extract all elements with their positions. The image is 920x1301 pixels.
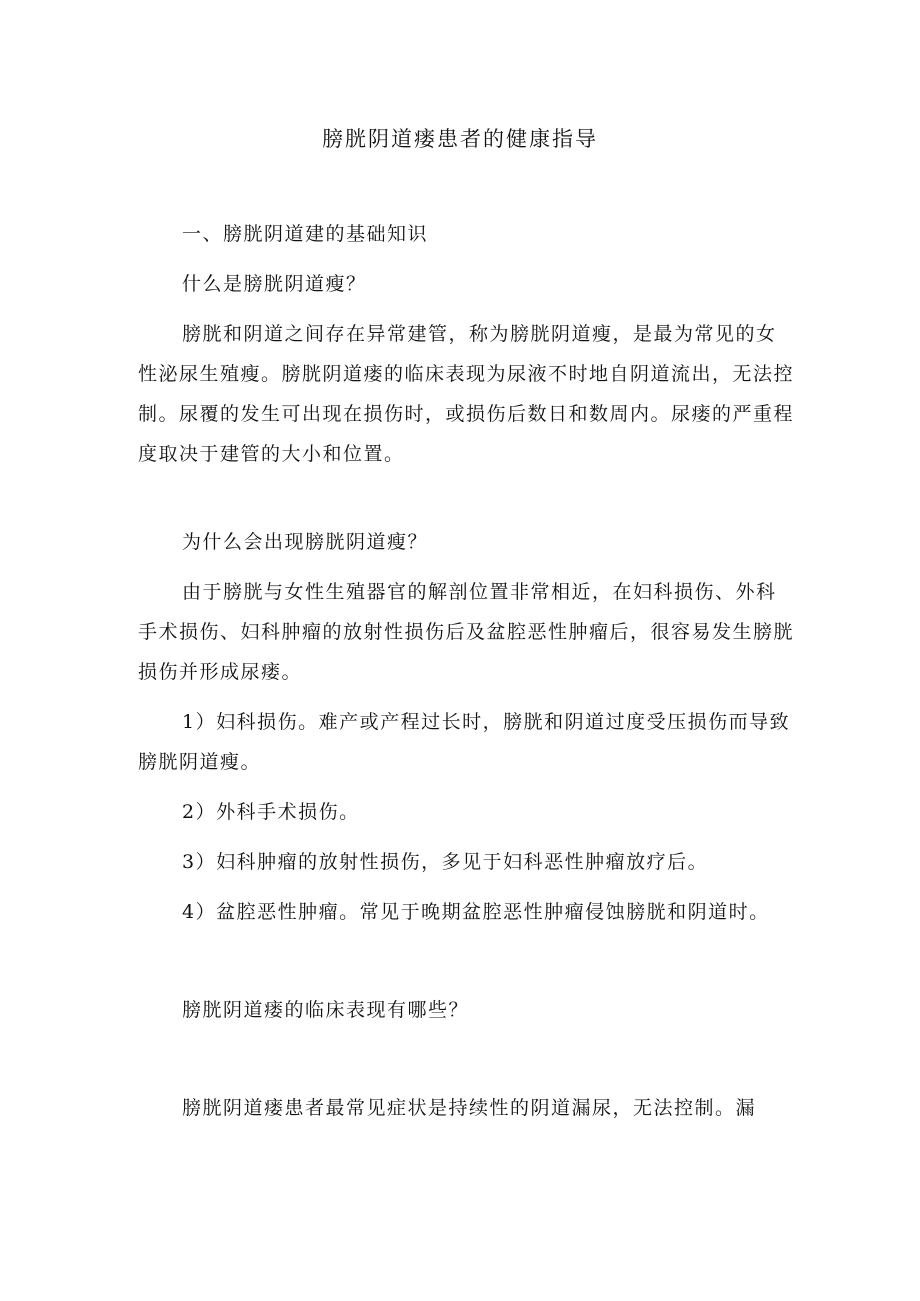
list-item: 3）妇科肿瘤的放射性损伤，多见于妇科恶性肿瘤放疗后。 xyxy=(182,851,709,873)
section-heading: 一、膀胱阴道建的基础知识 xyxy=(182,223,429,245)
list-item: 4）盆腔恶性肿瘤。常见于晚期盆腔恶性肿瘤侵蚀膀胱和阴道时。 xyxy=(182,901,770,923)
question-heading: 膀胱阴道瘘的临床表现有哪些？ xyxy=(182,999,470,1021)
document-title: 膀胱阴道瘘患者的健康指导 xyxy=(322,127,598,151)
list-item: 1）妇科损伤。难产或产程过长时，膀胱和阴道过度受压损伤而导致膀胱阴道瘦。 xyxy=(138,711,791,773)
question-heading: 什么是膀胱阴道瘦？ xyxy=(182,273,367,295)
paragraph: 由于膀胱与女性生殖器官的解剖位置非常相近，在妇科损伤、外科手术损伤、妇科肿瘤的放射性损伤后及盆腔恶性肿瘤后，很容易发生膀胱损伤并形成尿瘘。 xyxy=(138,581,795,683)
list-item: 2）外科手术损伤。 xyxy=(182,801,360,823)
document-body xyxy=(138,214,794,1128)
paragraph: 膀胱和阴道之间存在异常建管，称为膀胱阴道瘦，是最为常见的女性泌尿生殖瘦。膀胱阴道瘘的临床表现为尿液不时地自阴道流出，无法控制。尿覆的发生可出现在损伤时，或损伤后数日和数周内。尿瘘的严重程度取决于建管的大小和位置。 xyxy=(138,323,795,465)
question-heading: 为什么会出现膀胱阴道瘦？ xyxy=(182,531,429,553)
paragraph: 膀胱阴道瘘患者最常见症状是持续性的阴道漏尿，无法控制。漏 xyxy=(182,1097,757,1119)
